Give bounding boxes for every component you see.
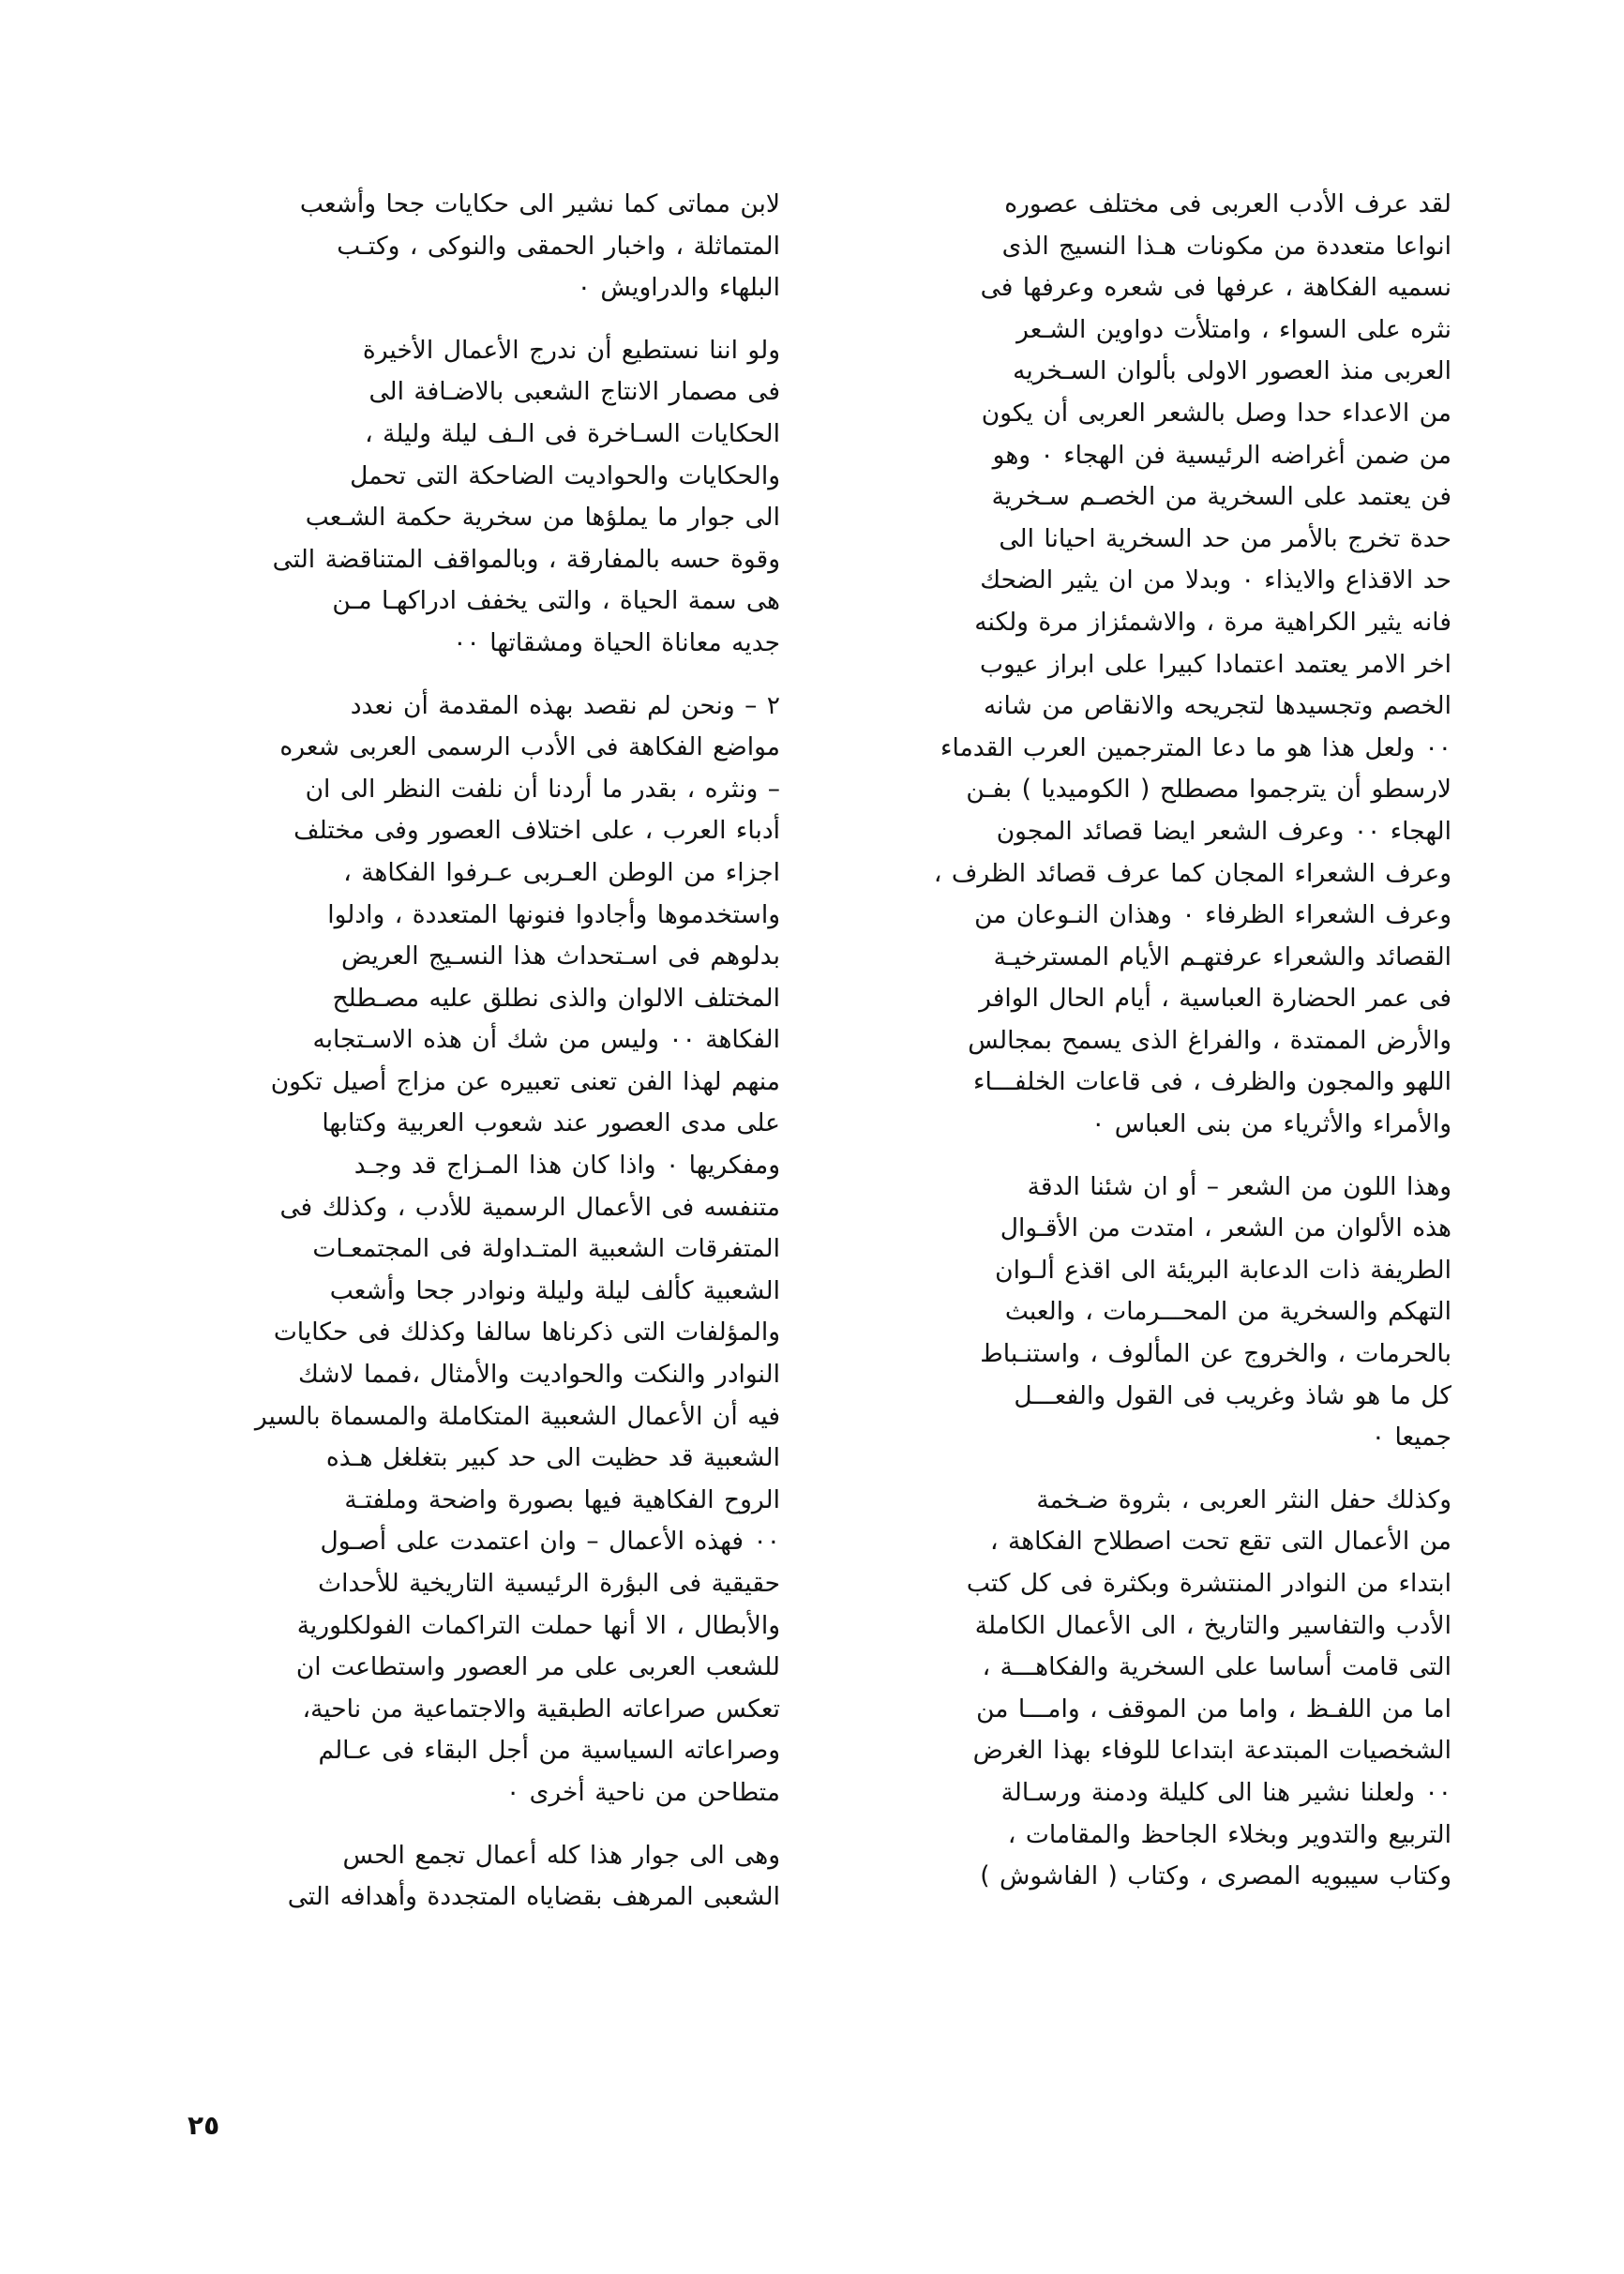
- paragraph: وهى الى جوار هذا كله أعمال تجمع الحس الشعبى المرهف بقضاياه المتجددة وأهدافه التى: [287, 1840, 780, 1912]
- paragraph: وهذا اللون من الشعر – أو ان شئنا الدقة هذه الألوان من الشعر ، امتدت من الأقـوال الطريفة ذات الدعابة البريئة الى اقذع ألـوان التهكم والسخرية من المحـــرمات ، والعبث بالحرمات ، والخروج عن المألوف ، واستنـباط كل ما هو شاذ وغريب فى القول والفعـــل جميعا ٠: [980, 1171, 1451, 1453]
- right-text-column: [851, 184, 1451, 1898]
- paragraph: لارسطو أن يترجموا مصطلح ( الكوميديا ) بفـن الهجاء ٠٠ وعرف الشعر ايضا قصائد المجون وعرف الشعراء المجان كما عرف قصائد الظرف ، وعرف الشعراء الظرفاء ٠ وهذان النـوعان من القصائد والشعراء عرفتهـم الأيام المسترخيـة فى عمر الحضارة العباسية ، أيام الحال الوافر والأرض الممتدة ، والفراغ الذى يسمح بمجالس اللهو والمجون والظرف ، فى قاعات الخلفـــاء والأمراء والأثرياء من بنى العباس ٠: [933, 775, 1451, 1139]
- paragraph-gap: [180, 309, 780, 330]
- paragraph-gap: [180, 1815, 780, 1835]
- paragraph-gap: [851, 1146, 1451, 1167]
- paragraph: لقد عرف الأدب العربى فى مختلف عصوره انواعا متعددة من مكونات هـذا النسيج الذى نسميه الفكاهة ، عرفها فى شعره وعرفها فى نثره على السواء ، وامتلأت دواوين الشـعر العربى منذ العصور الاولى بألوان السـخريه من الاعداء حدا وصل بالشعر العربى أن يكون من ضمن أغراضه الرئيسية فن الهجاء ٠ وهو فن يعتمد على السخرية من الخصـم سـخرية حدة تخرج بالأمر من حد السخرية احيانا الى حد الاقذاع والايذاء ٠ وبدلا من ان يثير الضحك فانه يثير الكراهية مرة ، والاشمئزاز مرة ولكنه اخر الامر يعتمد اعتمادا كبيرا على ابراز عيوب الخصم وتجسيدها لتجريحه والانقاص من شانه ٠٠ ولعل هذا هو ما دعا المترجمين العرب القدماء: [940, 189, 1451, 762]
- paragraph: ٢ – ونحن لم نقصد بهذه المقدمة أن نعدد مواضع الفكاهة فى الأدب الرسمى العربى شعره – ونثره ، بقدر ما أردنا أن نلفت النظر الى ان أدباء العرب ، على اختلاف العصور وفى مختلف اجزاء من الوطن العـربى عـرفوا الفكاهة ، واستخدموها وأجادوا فنونها المتعددة ، وادلوا بدلوهم فى اسـتحداث هذا النسـيج العريض المختلف الالوان والذى نطلق عليه مصـطلح الفكاهة ٠٠ وليس من شك أن هذه الاسـتجابه منهم لهذا الفن تعنى تعبيره عن مزاج أصيل تكون على مدى العصور عند شعوب العربية وكتابها ومفكريها ٠ واذا كان هذا المـزاج قد وجـد متنفسه فى الأعمال الرسمية للأدب ، وكذلك فى المتفرقات الشعبية المتـداولة فى المجتمعـات الشعبية كألف ليلة وليلة ونوادر جحا وأشعب والمؤلفات التى ذكرناها سالفا وكذلك فى حكايات النوادر والنكت والحواديت والأمثال ،فمما لاشك فيه أن الأعمال الشعبية المتكاملة والمسماة بالسير الشعبية قد حظيت الى حد كبير بتغلغل هـذه الروح الفكاهية فيها بصورة واضحة وملفتـة ٠٠ فهذه الأعمال – وان اعتمدت على أصـول حقيقية فى البؤرة الرئيسية التاريخية للأحداث والأبطال ، الا أنها حملت التراكمات الفولكلورية للشعب العربى على مر العصور واستطاعت ان تعكس صراعاته الطبقية والاجتماعية من ناحية، وصراعاته السياسية من أجل البقاء فى عـالم متطاحن من ناحية أخرى ٠: [254, 690, 780, 1807]
- paragraph: وكذلك حفل النثر العربى ، بثروة ضـخمة من الأعمال التى تقع تحت اصطلاح الفكاهة ، ابتداء من النوادر المنتشرة وبكثرة فى كل كتب الأدب والتفاسير والتاريخ ، الى الأعمال الكاملة التى قامت أساسا على السخرية والفكاهـــة ، اما من اللفـظ ، واما من الموقف ، وامـــا من الشخصيات المبتدعة ابتداعا للوفاء بهذا الغرض ٠٠ ولعلنا نشير هنا الى كليلة ودمنة ورسـالة التربيع والتدوير وبخلاء الجاحظ والمقامات ، وكتاب سيبويه المصرى ، وكتاب ( الفاشوش ): [966, 1484, 1451, 1891]
- left-text-column: [180, 184, 780, 1919]
- paragraph: ولو اننا نستطيع أن ندرج الأعمال الأخيرة فى مصمار الانتاج الشعبى بالاضـافة الى الحكايات السـاخرة فى الـف ليلة وليلة ، والحكايات والحواديت الضاحكة التى تحمل الى جوار ما يملؤها من سخرية حكمة الشـعب وقوة حسه بالمفارقة ، وبالمواقف المتناقضة التى هى سمة الحياة ، والتى يخفف ادراكهـا مـن جديه معاناة الحياة ومشقاتها ٠٠: [272, 335, 780, 657]
- paragraph: لابن مماتى كما نشير الى حكايات جحا وأشعب المتماثلة ، واخبار الحمقى والنوكى ، وكتـب البلهاء والدراويش ٠: [299, 189, 780, 303]
- paragraph-gap: [851, 1459, 1451, 1480]
- page-number: ٢٥: [188, 2110, 220, 2141]
- paragraph-gap: [180, 665, 780, 685]
